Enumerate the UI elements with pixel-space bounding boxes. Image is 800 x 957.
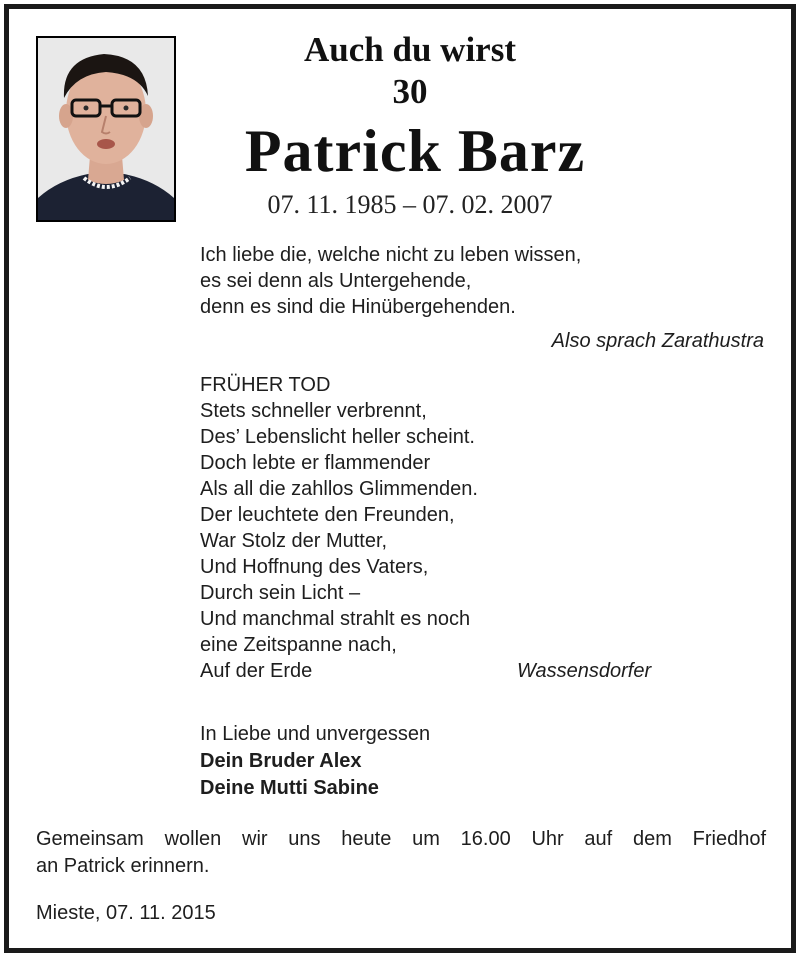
announcement-line1: Gemeinsam wollen wir uns heute um 16.00 Uhr auf dem Friedhof (36, 828, 766, 850)
poem-line: Stets schneller verbrennt, (200, 400, 427, 422)
poem-line: Durch sein Licht – (200, 582, 361, 604)
poem-line: Doch lebte er flammender (200, 452, 431, 474)
place-and-date: Mieste, 07. 11. 2015 (36, 902, 216, 924)
poem-line: War Stolz der Mutter, (200, 530, 388, 552)
signer-mother: Deine Mutti Sabine (200, 777, 379, 799)
signer-brother: Dein Bruder Alex (200, 750, 362, 772)
announcement-line2: an Patrick erinnern. (36, 855, 210, 877)
portrait-illustration (38, 38, 174, 220)
headline-line2: 30 (392, 72, 428, 111)
poem-line: Der leuchtete den Freunden, (200, 504, 455, 526)
poem-line: Des’ Lebenslicht heller scheint. (200, 426, 475, 448)
poem-author: Wassensdorfer (517, 660, 652, 682)
headline-line1: Auch du wirst (304, 30, 516, 69)
poem-line: Auf der Erde (200, 660, 313, 682)
quote-source: Also sprach Zarathustra (551, 330, 764, 352)
life-dates: 07. 11. 1985 – 07. 02. 2007 (267, 190, 553, 219)
quote-line: denn es sind die Hinübergehenden. (200, 296, 516, 318)
poem-line: Und Hoffnung des Vaters, (200, 556, 429, 578)
poem-line: Als all die zahllos Glimmenden. (200, 478, 478, 500)
poem-title: FRÜHER TOD (200, 374, 331, 396)
quote-line: Ich liebe die, welche nicht zu leben wissen, (200, 244, 582, 266)
deceased-name: Patrick Barz (244, 118, 586, 184)
signoff-intro: In Liebe und unvergessen (200, 723, 431, 745)
poem-line: Und manchmal strahlt es noch (200, 608, 471, 630)
portrait-photo (36, 36, 176, 222)
quote-line: es sei denn als Untergehende, (200, 270, 472, 292)
poem-line: eine Zeitspanne nach, (200, 634, 397, 656)
